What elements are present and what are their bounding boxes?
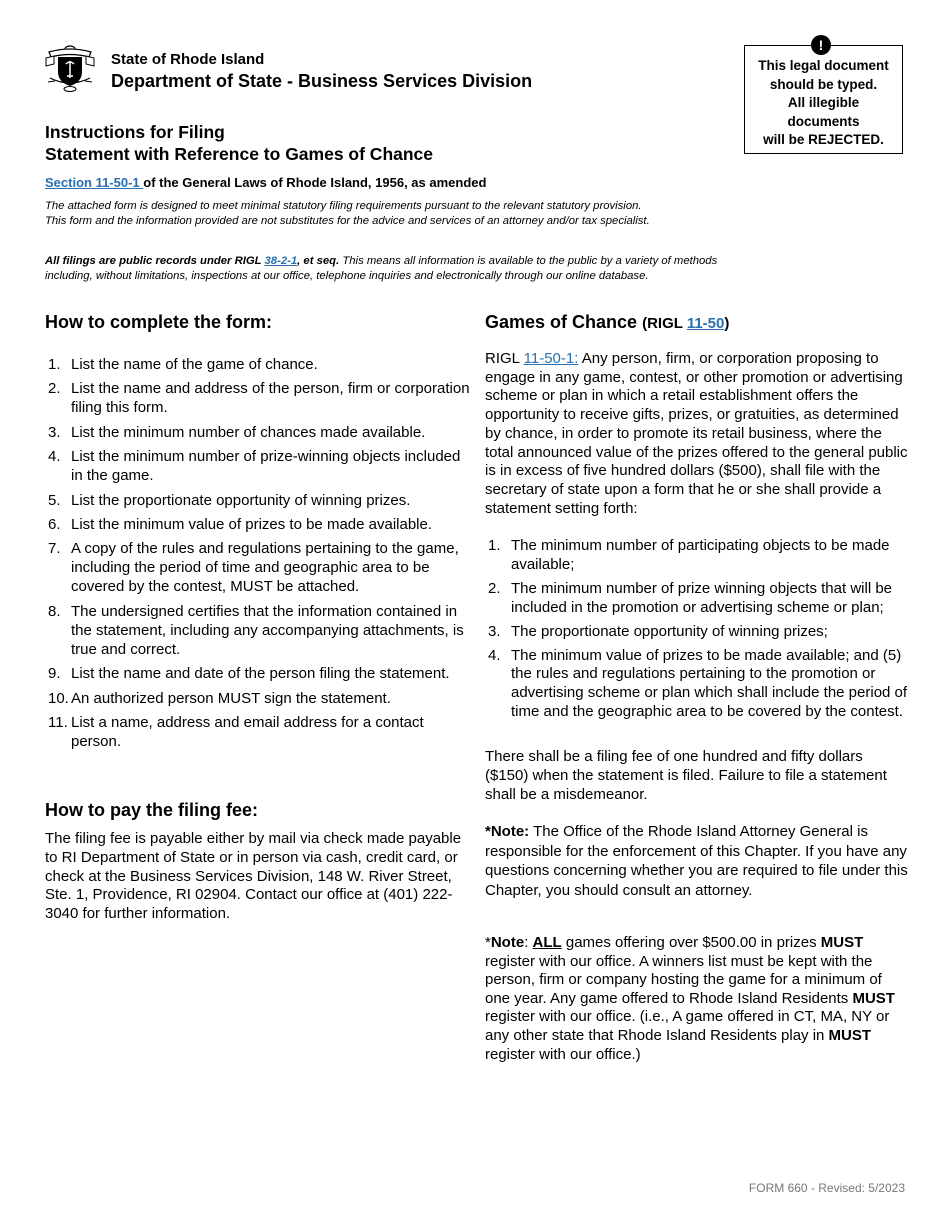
games-of-chance-heading: Games of Chance (RIGL 11-50) <box>485 312 730 332</box>
how-to-pay-text: The filing fee is payable either by mail via check made payable to RI Department of State or in person via cash, credit card, or check at the Business Services Division, 148 W. River Street, Ste. 1, Providence, RI 02904. Contact our office at (401) 222-3040 for further information. <box>45 830 462 923</box>
public-records-line-1: All filings are public records under RIGL 38-2-1, et seq. This means all information is available to the public by a variety of methods <box>45 255 718 267</box>
list-item: 3. List the minimum number of chances made available. <box>48 423 426 441</box>
how-to-pay-heading: How to pay the filing fee: <box>45 800 259 820</box>
list-item: 1. The minimum number of participating objects to be made available; <box>488 537 890 573</box>
list-item: 5. List the proportionate opportunity of winning prizes. <box>48 491 411 509</box>
page-subtitle: Statement with Reference to Games of Chance <box>45 144 434 164</box>
list-item: 2. List the name and address of the person, firm or corporation filing this form. <box>48 380 470 417</box>
list-item: 4. List the minimum number of prize-winning objects included in the game. <box>48 448 461 485</box>
rigl-11-50-link[interactable]: 11-50 <box>686 315 725 332</box>
list-item: 1. List the name of the game of chance. <box>48 356 318 373</box>
statement-requirements <box>485 537 915 727</box>
list-item: 6. List the minimum value of prizes to be made available. <box>48 515 433 533</box>
public-records-line-2: including, without limitations, inspections at our office, telephone inquiries and electronically through our online database. <box>45 270 649 282</box>
list-item: 2. The minimum number of prize winning objects that will be included in the promotion or advertising scheme or plan; <box>488 579 892 616</box>
rigl-statute-text: RIGL 11-50-1: Any person, firm, or corporation proposing to engage in any game, contest, or other promotion or advertising scheme or plan in which a retail establishment offers the opportunity to receive gifts, prizes, or gratuities, as determined by chance, in order to promote its retail business, where the total announced value of the prizes offered to the general public is in excess of five hundred dollars ($500), shall file with the secretary of state upon a form that he or she shall provide a statement setting forth: <box>485 350 908 517</box>
attorney-general-note: *Note: The Office of the Rhode Island Attorney General is responsible for the enforcement of this Chapter. If you have any questions concerning whether you are required to file under this Chapter, you should consult an attorney. <box>485 823 908 899</box>
instruction-steps <box>45 355 475 756</box>
list-item: 3. The proportionate opportunity of winning prizes; <box>488 622 828 640</box>
how-to-complete-heading: How to complete the form: <box>45 312 273 332</box>
state-name: State of Rhode Island <box>111 51 265 68</box>
list-item: 9. List the name and date of the person filing the statement. <box>48 665 450 683</box>
filing-fee-text: There shall be a filing fee of one hundred and fifty dollars ($150) when the statement is filed. Failure to file a statement shall be a misdemeanor. <box>485 748 887 803</box>
page-title: Instructions for Filing <box>45 122 225 142</box>
list-item: 7. A copy of the rules and regulations pertaining to the game, including the period of time and geographic area to be covered by the contest, MUST be attached. <box>48 540 459 596</box>
disclaimer-line-1: The attached form is designed to meet minimal statutory filing requirements pursuant to the relevant statutory provision. <box>45 200 642 212</box>
disclaimer-line-2: This form and the information provided are not substitutes for the advice and services of an attorney and/or tax specialist. <box>45 215 650 227</box>
list-item: 8. The undersigned certifies that the information contained in the statement, including any accompanying attachments, is true and correct. <box>48 602 464 658</box>
rigl-11-50-1-link[interactable]: 11-50-1: <box>523 350 579 367</box>
list-item: 4. The minimum value of prizes to be made available; and (5) the rules and regulations pertaining to the promotion or advertising scheme or plan which shall include the period of time and the geographic area to be covered by the contest. <box>488 646 908 720</box>
registration-note: *Note: ALL games offering over $500.00 in prizes MUST register with our office. A winners list must be kept with the person, firm or company hosting the game for a minimum of one year. Any game offered to Rhode Island Residents MUST register with our office. (i.e., A game offered in CT, MA, NY or any other state that Rhode Island Residents play in MUST register with our office.) <box>485 934 895 1063</box>
exclamation-icon: ! <box>811 35 831 55</box>
form-revision-label: FORM 660 - Revised: 5/2023 <box>748 1181 905 1195</box>
state-seal-icon <box>45 44 95 92</box>
list-item: 11. List a name, address and email address for a contact person. <box>48 713 424 750</box>
list-item: 10. An authorized person MUST sign the statement. <box>48 689 391 707</box>
section-link[interactable]: Section 11-50-1 <box>45 175 144 190</box>
warning-text: This legal document should be typed. All illegible documents will be REJECTED. <box>758 58 889 148</box>
rigl-38-2-1-link[interactable]: 38-2-1 <box>264 255 298 267</box>
section-reference: Section 11-50-1 of the General Laws of Rhode Island, 1956, as amended <box>45 175 487 190</box>
department-name: Department of State - Business Services Division <box>111 71 533 91</box>
